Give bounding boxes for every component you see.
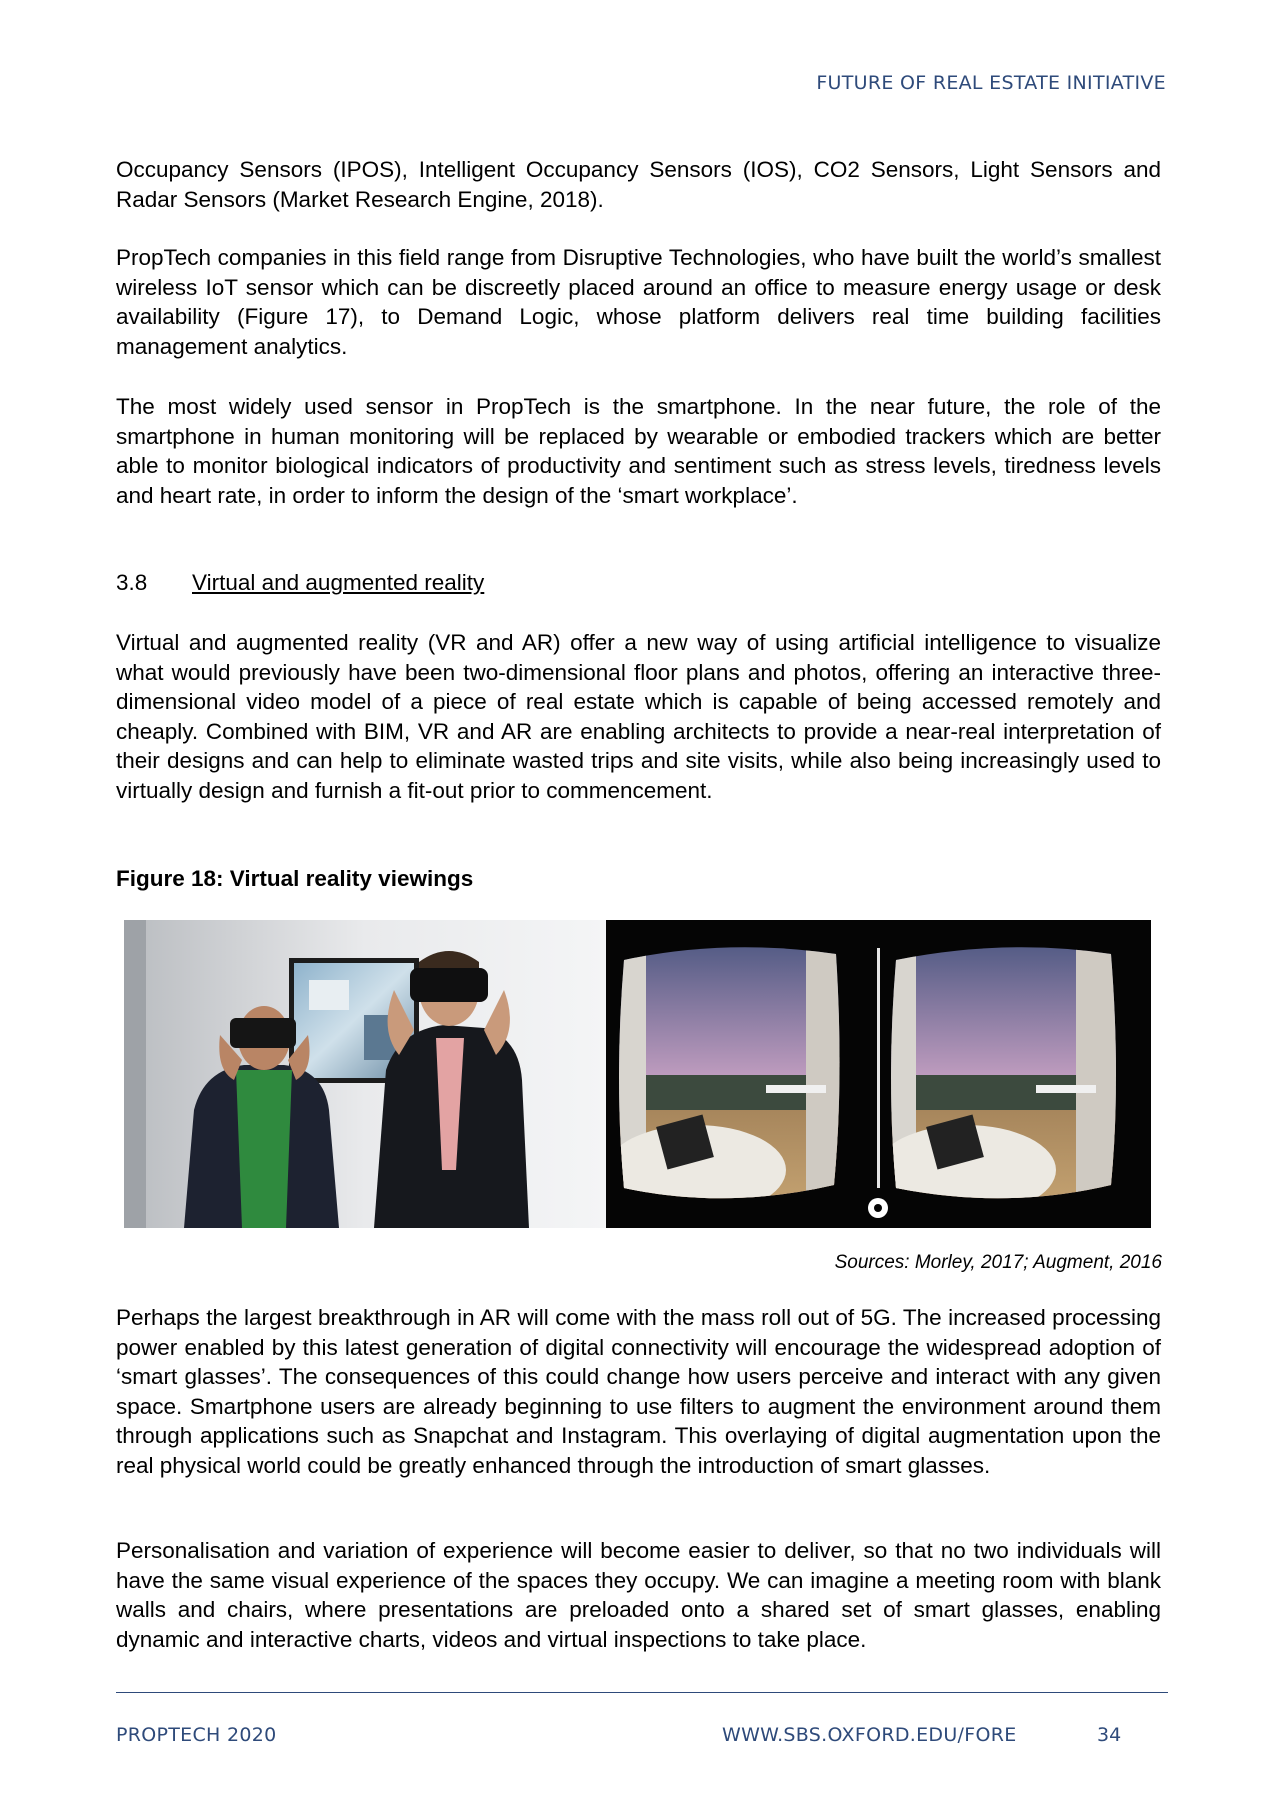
footer-url: WWW.SBS.OXFORD.EDU/FORE [722, 1724, 1017, 1746]
paragraph-5g-ar: Perhaps the largest breakthrough in AR will come with the mass roll out of 5G. The increased processing power enabled by this latest generation of digital connectivity will encourage the widespread adoption of ‘smart glasses’. The consequences of this could change how users perceive and interact with any given space. Smartphone users are already beginning to use filters to augment the environment around them through applications such as Snapchat and Instagram. This overlaying of digital augmentation upon the real physical world could be greatly enhanced through the introduction of smart glasses. [116, 1305, 1161, 1478]
paragraph-personalisation: Personalisation and variation of experience will become easier to deliver, so that no two individuals will have the same visual experience of the spaces they occupy. We can imagine a meeting room with blank walls and chairs, where presentations are preloaded onto a shared set of smart glasses, enabling dynamic and interactive charts, videos and virtual inspections to take place. [116, 1538, 1161, 1652]
footer-divider [116, 1692, 1168, 1693]
figure-title: Figure 18: Virtual reality viewings [116, 866, 474, 891]
paragraph-proptech-companies: PropTech companies in this field range from Disruptive Technologies, who have built the world’s smallest wireless IoT sensor which can be discreetly placed around an office to measure energy usage or desk availability (Figure 17), to Demand Logic, whose platform delivers real time building facilities management analytics. [116, 245, 1161, 359]
running-header: FUTURE OF REAL ESTATE INITIATIVE [816, 72, 1166, 94]
paragraph-occupancy-sensors: Occupancy Sensors (IPOS), Intelligent Occupancy Sensors (IOS), CO2 Sensors, Light Sensors and Radar Sensors (Market Research Engine, 2018). [116, 157, 1161, 212]
section-number: 3.8 [116, 570, 148, 595]
figure-sources: Sources: Morley, 2017; Augment, 2016 [834, 1252, 1162, 1273]
paragraph-smartphone-sensor: The most widely used sensor in PropTech is the smartphone. In the near future, the role of the smartphone in human monitoring will be replaced by wearable or embodied trackers which are better able to monitor biological indicators of productivity and sentiment such as stress levels, tiredness levels and heart rate, in order to inform the design of the ‘smart workplace’. [116, 394, 1161, 508]
page-number: 34 [1097, 1724, 1122, 1746]
paragraph-vr-ar: Virtual and augmented reality (VR and AR) offer a new way of using artificial intelligence to visualize what would previously have been two-dimensional floor plans and photos, offering an interactive three-dimensional video model of a piece of real estate which is capable of being accessed remotely and cheaply. Combined with BIM, VR and AR are enabling architects to provide a near-real interpretation of their designs and can help to eliminate wasted trips and site visits, while also being increasingly used to virtually design and furnish a fit-out prior to commencement. [116, 630, 1161, 803]
section-heading [116, 570, 484, 596]
vr-headset-users-photo [124, 920, 606, 1228]
vr-stereo-view-photo [606, 920, 1151, 1228]
footer-publication: PROPTECH 2020 [116, 1724, 277, 1746]
section-title: Virtual and augmented reality [192, 570, 485, 595]
